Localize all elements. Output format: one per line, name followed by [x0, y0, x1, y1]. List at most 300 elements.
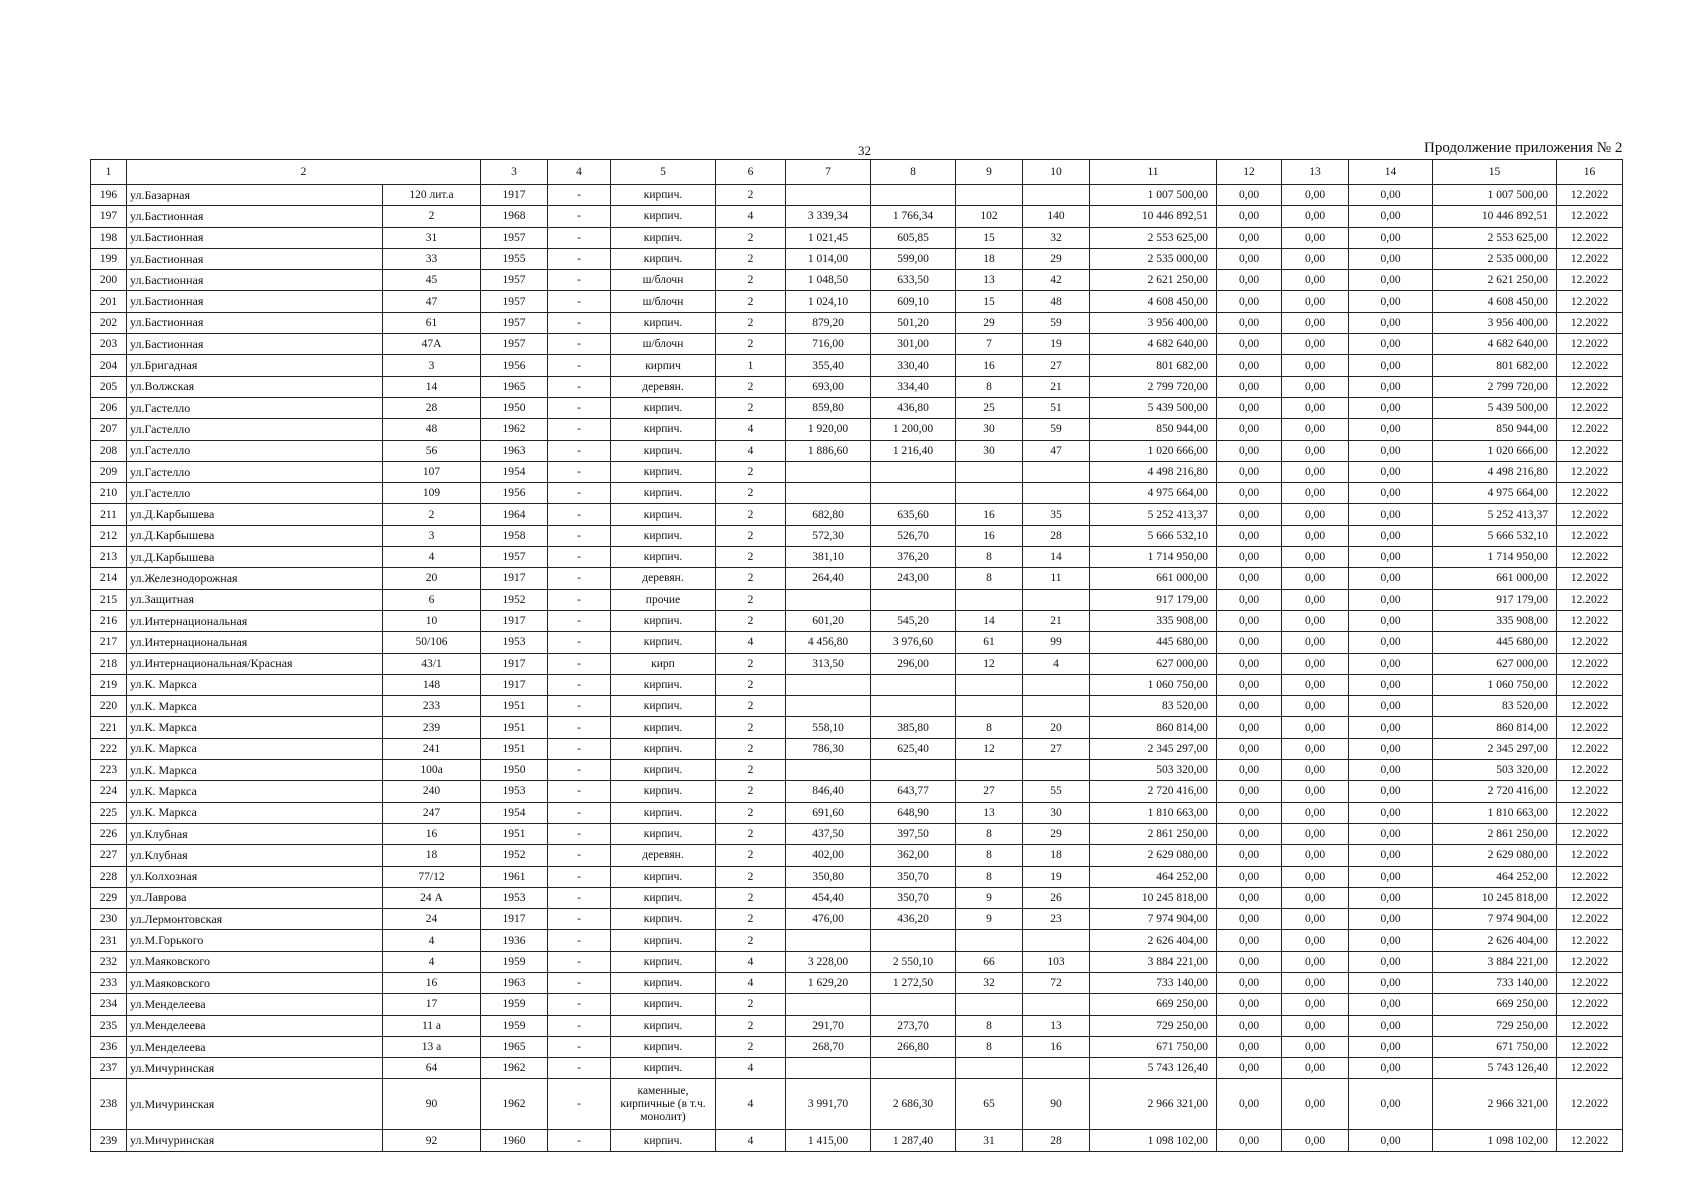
year-built: 1957	[481, 291, 548, 312]
row-number: 235	[91, 1015, 127, 1036]
year-built: 1957	[481, 547, 548, 568]
row-number: 209	[91, 461, 127, 482]
total-area: 859,80	[786, 397, 871, 418]
funds-13: 0,00	[1282, 951, 1349, 972]
apartments-count: 29	[956, 312, 1023, 333]
floors-count: 4	[716, 632, 786, 653]
total-area: 454,40	[786, 887, 871, 908]
field-4: -	[548, 291, 611, 312]
field-4: -	[548, 1079, 611, 1130]
funds-15: 669 250,00	[1433, 994, 1557, 1015]
year-built: 1917	[481, 568, 548, 589]
completion-date: 12.2022	[1557, 504, 1623, 525]
total-cost: 3 884 221,00	[1090, 951, 1217, 972]
residents-count: 21	[1023, 610, 1090, 631]
year-built: 1951	[481, 717, 548, 738]
completion-date: 12.2022	[1557, 653, 1623, 674]
residents-count: 19	[1023, 334, 1090, 355]
house-number: 239	[383, 717, 481, 738]
residents-count: 28	[1023, 525, 1090, 546]
year-built: 1963	[481, 440, 548, 461]
total-area: 476,00	[786, 909, 871, 930]
year-built: 1968	[481, 206, 548, 227]
house-number: 4	[383, 547, 481, 568]
street-name: ул.Мичуринская	[127, 1130, 383, 1151]
table-row	[91, 866, 1623, 887]
residents-count: 32	[1023, 227, 1090, 248]
year-built: 1959	[481, 1015, 548, 1036]
funds-12: 0,00	[1217, 547, 1282, 568]
total-cost: 2 621 250,00	[1090, 270, 1217, 291]
wall-material: кирпич.	[611, 717, 716, 738]
funds-13: 0,00	[1282, 930, 1349, 951]
total-area	[786, 930, 871, 951]
year-built: 1951	[481, 696, 548, 717]
house-number: 77/12	[383, 866, 481, 887]
funds-12: 0,00	[1217, 866, 1282, 887]
completion-date: 12.2022	[1557, 291, 1623, 312]
residents-count: 26	[1023, 887, 1090, 908]
funds-15: 2 799 720,00	[1433, 376, 1557, 397]
total-area: 268,70	[786, 1036, 871, 1057]
funds-12: 0,00	[1217, 887, 1282, 908]
street-name: ул.Д.Карбышева	[127, 504, 383, 525]
total-cost: 733 140,00	[1090, 972, 1217, 993]
total-cost: 10 245 818,00	[1090, 887, 1217, 908]
living-area	[871, 185, 956, 206]
apartments-count: 12	[956, 738, 1023, 759]
funds-14: 0,00	[1349, 227, 1433, 248]
funds-14: 0,00	[1349, 376, 1433, 397]
funds-12: 0,00	[1217, 355, 1282, 376]
apartments-count: 8	[956, 823, 1023, 844]
house-number: 24	[383, 909, 481, 930]
funds-14: 0,00	[1349, 440, 1433, 461]
residents-count: 21	[1023, 376, 1090, 397]
floors-count: 2	[716, 568, 786, 589]
street-name: ул.Волжская	[127, 376, 383, 397]
table-row	[91, 1036, 1623, 1057]
total-area	[786, 483, 871, 504]
field-4: -	[548, 760, 611, 781]
funds-15: 801 682,00	[1433, 355, 1557, 376]
completion-date: 12.2022	[1557, 1130, 1623, 1151]
year-built: 1956	[481, 483, 548, 504]
wall-material: ш/блочн	[611, 334, 716, 355]
residents-count: 59	[1023, 312, 1090, 333]
street-name: ул.Интернациональная	[127, 632, 383, 653]
funds-14: 0,00	[1349, 206, 1433, 227]
total-cost: 917 179,00	[1090, 589, 1217, 610]
house-number: 17	[383, 994, 481, 1015]
field-4: -	[548, 972, 611, 993]
wall-material: кирпич.	[611, 1130, 716, 1151]
wall-material: кирпич.	[611, 227, 716, 248]
total-area: 558,10	[786, 717, 871, 738]
residents-count: 13	[1023, 1015, 1090, 1036]
row-number: 221	[91, 717, 127, 738]
wall-material: кирпич.	[611, 461, 716, 482]
apartments-count	[956, 483, 1023, 504]
floors-count: 2	[716, 525, 786, 546]
completion-date: 12.2022	[1557, 547, 1623, 568]
street-name: ул.Мичуринская	[127, 1079, 383, 1130]
year-built: 1963	[481, 972, 548, 993]
funds-13: 0,00	[1282, 1130, 1349, 1151]
street-name: ул.Бастионная	[127, 206, 383, 227]
funds-13: 0,00	[1282, 376, 1349, 397]
wall-material: кирпич.	[611, 1015, 716, 1036]
completion-date: 12.2022	[1557, 525, 1623, 546]
total-area: 3 339,34	[786, 206, 871, 227]
floors-count: 2	[716, 461, 786, 482]
column-header: 8	[871, 160, 956, 185]
street-name: ул.Клубная	[127, 845, 383, 866]
street-name: ул.Гастелло	[127, 483, 383, 504]
floors-count: 1	[716, 355, 786, 376]
residents-count: 42	[1023, 270, 1090, 291]
year-built: 1950	[481, 397, 548, 418]
house-number: 2	[383, 206, 481, 227]
total-area: 846,40	[786, 781, 871, 802]
apartments-count: 18	[956, 248, 1023, 269]
living-area: 643,77	[871, 781, 956, 802]
residents-count: 59	[1023, 419, 1090, 440]
row-number: 228	[91, 866, 127, 887]
total-area: 1 886,60	[786, 440, 871, 461]
funds-12: 0,00	[1217, 483, 1282, 504]
field-4: -	[548, 397, 611, 418]
total-area: 350,80	[786, 866, 871, 887]
completion-date: 12.2022	[1557, 1015, 1623, 1036]
house-number: 240	[383, 781, 481, 802]
floors-count: 2	[716, 610, 786, 631]
completion-date: 12.2022	[1557, 461, 1623, 482]
living-area: 301,00	[871, 334, 956, 355]
living-area: 266,80	[871, 1036, 956, 1057]
funds-12: 0,00	[1217, 334, 1282, 355]
funds-15: 2 553 625,00	[1433, 227, 1557, 248]
column-header: 2	[127, 160, 481, 185]
total-area: 786,30	[786, 738, 871, 759]
total-area	[786, 461, 871, 482]
field-4: -	[548, 185, 611, 206]
funds-15: 83 520,00	[1433, 696, 1557, 717]
floors-count: 2	[716, 1015, 786, 1036]
completion-date: 12.2022	[1557, 185, 1623, 206]
house-number: 100а	[383, 760, 481, 781]
apartments-count: 8	[956, 1015, 1023, 1036]
row-number: 196	[91, 185, 127, 206]
funds-14: 0,00	[1349, 696, 1433, 717]
residents-count: 29	[1023, 823, 1090, 844]
field-4: -	[548, 504, 611, 525]
row-number: 229	[91, 887, 127, 908]
table-row	[91, 334, 1623, 355]
row-number: 203	[91, 334, 127, 355]
residents-count	[1023, 1058, 1090, 1079]
funds-15: 5 439 500,00	[1433, 397, 1557, 418]
floors-count: 4	[716, 440, 786, 461]
funds-12: 0,00	[1217, 802, 1282, 823]
living-area: 296,00	[871, 653, 956, 674]
column-header: 7	[786, 160, 871, 185]
total-cost: 10 446 892,51	[1090, 206, 1217, 227]
house-number: 24 А	[383, 887, 481, 908]
year-built: 1964	[481, 504, 548, 525]
residents-count: 55	[1023, 781, 1090, 802]
year-built: 1917	[481, 185, 548, 206]
total-area: 4 456,80	[786, 632, 871, 653]
total-area: 313,50	[786, 653, 871, 674]
row-number: 212	[91, 525, 127, 546]
apartments-count: 7	[956, 334, 1023, 355]
funds-13: 0,00	[1282, 823, 1349, 844]
field-4: -	[548, 845, 611, 866]
total-cost: 7 974 904,00	[1090, 909, 1217, 930]
funds-14: 0,00	[1349, 823, 1433, 844]
wall-material: кирпич.	[611, 504, 716, 525]
apartments-count	[956, 696, 1023, 717]
total-cost: 671 750,00	[1090, 1036, 1217, 1057]
living-area: 273,70	[871, 1015, 956, 1036]
year-built: 1952	[481, 845, 548, 866]
funds-14: 0,00	[1349, 610, 1433, 631]
house-number: 16	[383, 823, 481, 844]
total-cost: 83 520,00	[1090, 696, 1217, 717]
house-number: 3	[383, 355, 481, 376]
field-4: -	[548, 632, 611, 653]
apartments-count: 8	[956, 845, 1023, 866]
field-4: -	[548, 547, 611, 568]
year-built: 1962	[481, 1079, 548, 1130]
page-number: 32	[858, 143, 871, 158]
field-4: -	[548, 206, 611, 227]
field-4: -	[548, 1058, 611, 1079]
completion-date: 12.2022	[1557, 334, 1623, 355]
funds-15: 503 320,00	[1433, 760, 1557, 781]
wall-material: кирпич.	[611, 760, 716, 781]
wall-material: кирпич.	[611, 674, 716, 695]
field-4: -	[548, 334, 611, 355]
total-cost: 2 535 000,00	[1090, 248, 1217, 269]
funds-13: 0,00	[1282, 525, 1349, 546]
completion-date: 12.2022	[1557, 717, 1623, 738]
street-name: ул.Бастионная	[127, 334, 383, 355]
residents-count: 11	[1023, 568, 1090, 589]
row-number: 239	[91, 1130, 127, 1151]
residents-count	[1023, 994, 1090, 1015]
column-header: 11	[1090, 160, 1217, 185]
funds-14: 0,00	[1349, 355, 1433, 376]
total-cost: 5 252 413,37	[1090, 504, 1217, 525]
year-built: 1956	[481, 355, 548, 376]
table-row	[91, 610, 1623, 631]
total-cost: 2 626 404,00	[1090, 930, 1217, 951]
row-number: 208	[91, 440, 127, 461]
funds-15: 335 908,00	[1433, 610, 1557, 631]
table-row	[91, 738, 1623, 759]
column-header: 9	[956, 160, 1023, 185]
house-number: 16	[383, 972, 481, 993]
funds-12: 0,00	[1217, 568, 1282, 589]
floors-count: 2	[716, 887, 786, 908]
floors-count: 2	[716, 738, 786, 759]
funds-13: 0,00	[1282, 334, 1349, 355]
funds-13: 0,00	[1282, 738, 1349, 759]
street-name: ул.Гастелло	[127, 440, 383, 461]
table-row	[91, 632, 1623, 653]
funds-15: 10 446 892,51	[1433, 206, 1557, 227]
wall-material: кирпич.	[611, 994, 716, 1015]
living-area: 2 686,30	[871, 1079, 956, 1130]
floors-count: 2	[716, 994, 786, 1015]
field-4: -	[548, 227, 611, 248]
funds-13: 0,00	[1282, 994, 1349, 1015]
apartments-count	[956, 461, 1023, 482]
total-area	[786, 696, 871, 717]
table-row	[91, 185, 1623, 206]
completion-date: 12.2022	[1557, 951, 1623, 972]
table-row	[91, 717, 1623, 738]
street-name: ул.Мичуринская	[127, 1058, 383, 1079]
wall-material: кирпич.	[611, 1036, 716, 1057]
column-header: 12	[1217, 160, 1282, 185]
field-4: -	[548, 312, 611, 333]
total-area: 1 048,50	[786, 270, 871, 291]
table-row	[91, 909, 1623, 930]
house-number: 14	[383, 376, 481, 397]
funds-15: 860 814,00	[1433, 717, 1557, 738]
row-number: 217	[91, 632, 127, 653]
funds-12: 0,00	[1217, 972, 1282, 993]
living-area: 243,00	[871, 568, 956, 589]
apartments-count: 32	[956, 972, 1023, 993]
funds-14: 0,00	[1349, 397, 1433, 418]
house-number: 92	[383, 1130, 481, 1151]
completion-date: 12.2022	[1557, 270, 1623, 291]
funds-13: 0,00	[1282, 1036, 1349, 1057]
residents-count	[1023, 674, 1090, 695]
funds-15: 4 975 664,00	[1433, 483, 1557, 504]
table-row	[91, 227, 1623, 248]
street-name: ул.Бастионная	[127, 312, 383, 333]
living-area: 599,00	[871, 248, 956, 269]
apartments-count: 8	[956, 547, 1023, 568]
total-area	[786, 185, 871, 206]
total-cost: 2 861 250,00	[1090, 823, 1217, 844]
completion-date: 12.2022	[1557, 823, 1623, 844]
funds-15: 2 535 000,00	[1433, 248, 1557, 269]
row-number: 214	[91, 568, 127, 589]
funds-14: 0,00	[1349, 1058, 1433, 1079]
row-number: 232	[91, 951, 127, 972]
funds-12: 0,00	[1217, 440, 1282, 461]
total-area: 693,00	[786, 376, 871, 397]
funds-13: 0,00	[1282, 291, 1349, 312]
funds-14: 0,00	[1349, 312, 1433, 333]
row-number: 231	[91, 930, 127, 951]
funds-12: 0,00	[1217, 312, 1282, 333]
funds-15: 1 714 950,00	[1433, 547, 1557, 568]
living-area	[871, 760, 956, 781]
table-row	[91, 1015, 1623, 1036]
row-number: 200	[91, 270, 127, 291]
total-cost: 445 680,00	[1090, 632, 1217, 653]
funds-12: 0,00	[1217, 397, 1282, 418]
completion-date: 12.2022	[1557, 227, 1623, 248]
funds-13: 0,00	[1282, 1015, 1349, 1036]
total-cost: 4 498 216,80	[1090, 461, 1217, 482]
table-row	[91, 547, 1623, 568]
funds-12: 0,00	[1217, 951, 1282, 972]
table-row	[91, 291, 1623, 312]
wall-material: каменные, кирпичные (в т.ч. монолит)	[611, 1079, 716, 1130]
funds-13: 0,00	[1282, 1058, 1349, 1079]
completion-date: 12.2022	[1557, 376, 1623, 397]
residents-count: 23	[1023, 909, 1090, 930]
funds-15: 5 252 413,37	[1433, 504, 1557, 525]
house-number: 56	[383, 440, 481, 461]
completion-date: 12.2022	[1557, 1036, 1623, 1057]
funds-14: 0,00	[1349, 483, 1433, 504]
funds-15: 2 966 321,00	[1433, 1079, 1557, 1130]
funds-12: 0,00	[1217, 909, 1282, 930]
floors-count: 2	[716, 930, 786, 951]
funds-15: 2 861 250,00	[1433, 823, 1557, 844]
year-built: 1955	[481, 248, 548, 269]
field-4: -	[548, 1015, 611, 1036]
apartments-count: 8	[956, 717, 1023, 738]
funds-14: 0,00	[1349, 951, 1433, 972]
floors-count: 2	[716, 696, 786, 717]
row-number: 198	[91, 227, 127, 248]
street-name: ул.Защитная	[127, 589, 383, 610]
total-cost: 4 682 640,00	[1090, 334, 1217, 355]
funds-14: 0,00	[1349, 781, 1433, 802]
street-name: ул.Менделеева	[127, 1036, 383, 1057]
funds-14: 0,00	[1349, 1015, 1433, 1036]
wall-material: кирпич.	[611, 632, 716, 653]
year-built: 1917	[481, 674, 548, 695]
apartments-count: 16	[956, 355, 1023, 376]
street-name: ул.К. Маркса	[127, 781, 383, 802]
funds-14: 0,00	[1349, 547, 1433, 568]
table-row	[91, 312, 1623, 333]
floors-count: 2	[716, 909, 786, 930]
house-number: 241	[383, 738, 481, 759]
apartments-count: 16	[956, 504, 1023, 525]
field-4: -	[548, 1130, 611, 1151]
total-cost: 464 252,00	[1090, 866, 1217, 887]
funds-13: 0,00	[1282, 312, 1349, 333]
total-area: 437,50	[786, 823, 871, 844]
funds-12: 0,00	[1217, 781, 1282, 802]
table-row	[91, 1058, 1623, 1079]
wall-material: кирпич.	[611, 951, 716, 972]
funds-14: 0,00	[1349, 887, 1433, 908]
street-name: ул.Железнодорожная	[127, 568, 383, 589]
total-area: 3 228,00	[786, 951, 871, 972]
field-4: -	[548, 440, 611, 461]
living-area: 545,20	[871, 610, 956, 631]
year-built: 1960	[481, 1130, 548, 1151]
total-cost: 2 720 416,00	[1090, 781, 1217, 802]
year-built: 1917	[481, 610, 548, 631]
field-4: -	[548, 738, 611, 759]
completion-date: 12.2022	[1557, 397, 1623, 418]
funds-12: 0,00	[1217, 930, 1282, 951]
